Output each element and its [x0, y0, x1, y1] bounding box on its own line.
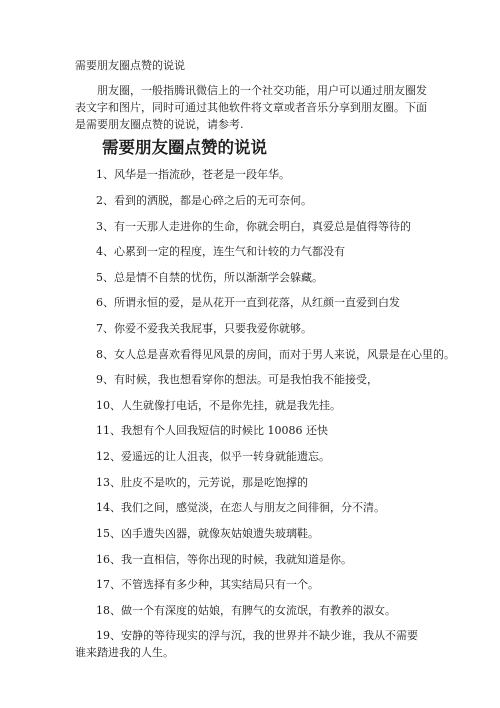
- list-item: 6、所谓永恒的爱，是从花开一直到花落，从红颜一直爱到白发: [96, 296, 400, 309]
- list-item: 8、女人总是喜欢看得见风景的房间，而对于男人来说，风景是在心里的。: [96, 348, 455, 361]
- list-item: 7、你爱不爱我关我屁事，只要我爱你就够。: [96, 322, 312, 335]
- list-item: 3、有一天那人走进你的生命，你就会明白，真爱总是值得等待的: [96, 220, 411, 233]
- list-item: 10、人生就像打电话，不是你先挂，就是我先挂。: [96, 399, 341, 412]
- document-top-title: 需要朋友圈点赞的说说: [75, 59, 185, 72]
- list-item: 12、爱遥远的让人沮丧，似乎一转身就能遗忘。: [96, 450, 330, 463]
- list-item: 17、不管选择有多少种，其实结局只有一个。: [96, 578, 319, 591]
- list-item: 4、心累到一定的程度，连生气和计较的力气都没有: [96, 245, 345, 258]
- intro-paragraph: 朋友圈，一般指腾讯微信上的一个社交功能，用户可以通过朋友圈发表文字和图片，同时可通过其他软件将文章或者音乐分享到朋友圈。下面是需要朋友圈点赞的说说，请参考.: [75, 84, 427, 131]
- list-item: 11、我想有个人回我短信的时候比 10086 还快: [96, 424, 328, 437]
- list-item: 9、有时候，我也想看穿你的想法。可是我怕我不能接受，: [96, 373, 378, 386]
- list-item: 5、总是情不自禁的忧伤，所以渐渐学会躲藏。: [96, 271, 323, 284]
- list-item: 13、肚皮不是吹的，元芳说，那是吃饱撑的: [96, 476, 308, 489]
- list-item: 14、我们之间，感觉淡，在恋人与朋友之间徘徊，分不清。: [96, 501, 385, 514]
- main-heading: 需要朋友圈点赞的说说: [102, 138, 267, 157]
- list-item: 15、凶手遗失凶器，就像灰姑娘遗失玻璃鞋。: [96, 527, 319, 540]
- list-item: 19、安静的等待现实的浮与沉，我的世界并不缺少谁，我从不需要谁来踏进我的人生。: [75, 629, 418, 659]
- list-item: 18、做一个有深度的姑娘，有脾气的女流氓，有教养的淑女。: [96, 604, 396, 617]
- list-item: 1、风华是一指流砂，苍老是一段年华。: [96, 168, 290, 181]
- list-item: 16、我一直相信，等你出现的时候，我就知道是你。: [96, 553, 352, 566]
- list-item: 2、看到的洒脱，都是心碎之后的无可奈何。: [96, 194, 312, 207]
